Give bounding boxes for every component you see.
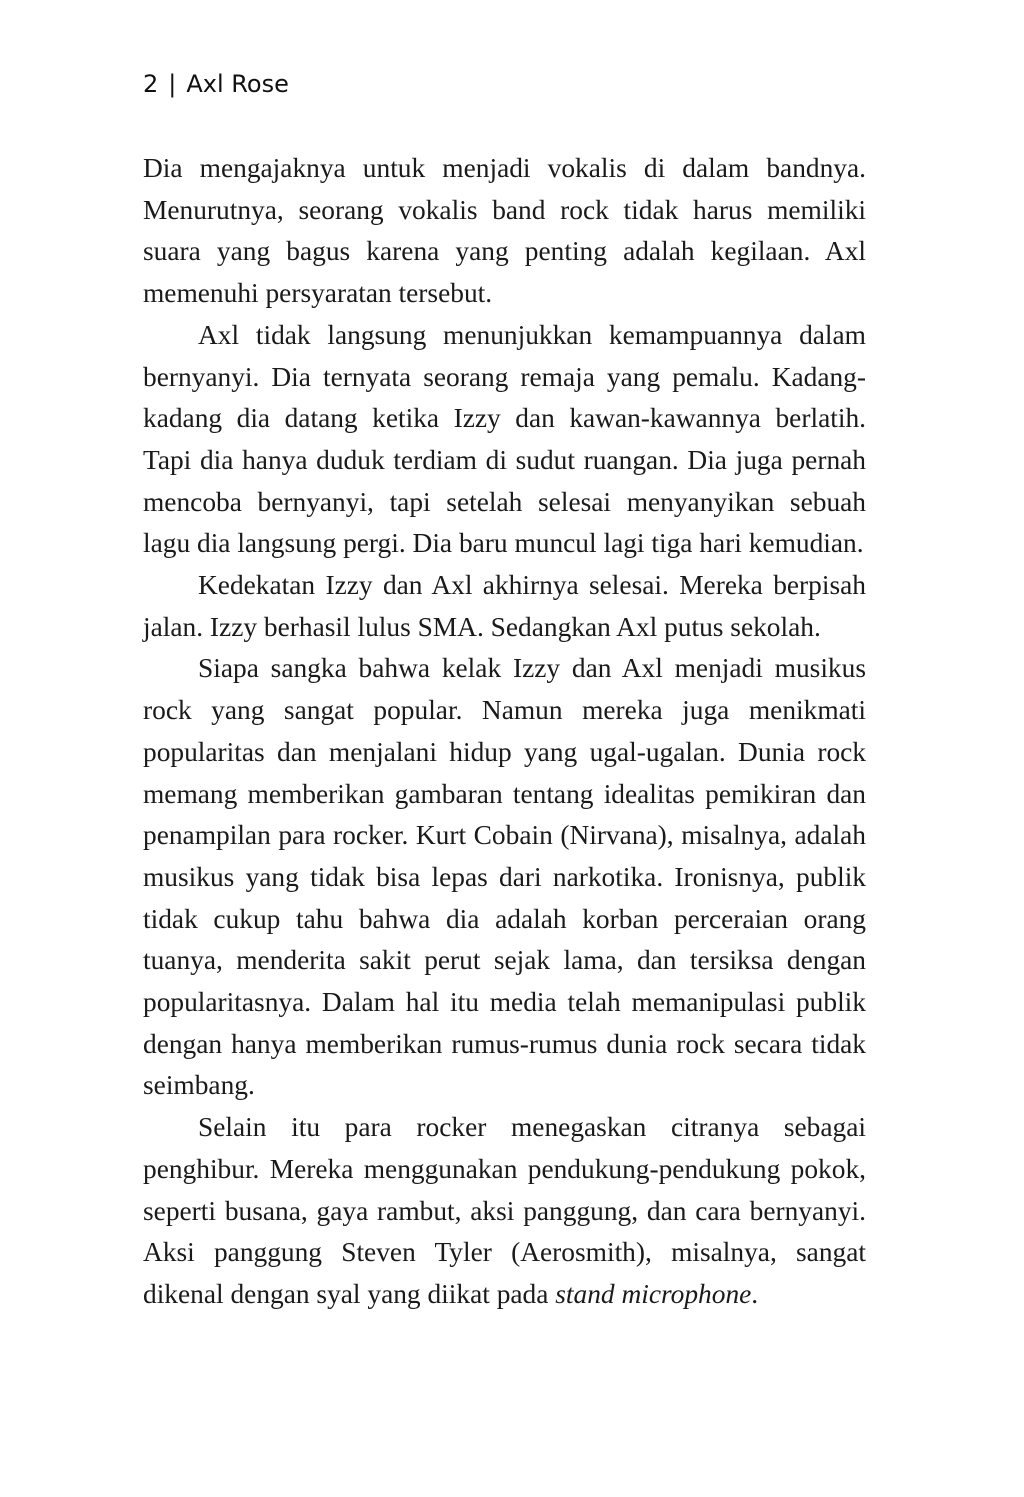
body-text bbox=[143, 148, 866, 1316]
header-separator: | bbox=[168, 70, 177, 98]
paragraph: Dia mengajaknya untuk menjadi vokalis di dalam bandnya. Menurutnya, seorang vokalis band rock tidak harus memiliki suara yang bagus karena yang penting adalah kegilaan. Axl memenuhi persyaratan tersebut. bbox=[143, 153, 866, 309]
paragraph: Kedekatan Izzy dan Axl akhirnya selesai. Mereka berpisah jalan. Izzy berhasil lulus SMA. Sedangkan Axl putus sekolah. bbox=[143, 570, 866, 642]
paragraph-text: Selain itu para rocker menegaskan citranya sebagai penghibur. Mereka menggunakan pendukung-pendukung pokok, seperti busana, gaya rambut, aksi panggung, dan cara bernyanyi. Aksi panggung Steven Tyler (Aerosmith), misalnya, sangat dikenal dengan syal yang diikat pada bbox=[143, 1112, 866, 1309]
running-title: Axl Rose bbox=[186, 70, 289, 98]
page-number: 2 bbox=[143, 70, 159, 98]
paragraph-text-end: . bbox=[751, 1278, 759, 1309]
paragraph: Siapa sangka bahwa kelak Izzy dan Axl menjadi musikus rock yang sangat popular. Namun mereka juga menikmati popularitas dan menjalani hidup yang ugal-ugalan. Dunia rock memang memberikan gambaran tentang idealitas pemikiran dan penampilan para rocker. Kurt Cobain (Nirvana), misalnya, adalah musikus yang tidak bisa lepas dari narkotika. Ironisnya, publik tidak cukup tahu bahwa dia adalah korban perceraian orang tuanya, menderita sakit perut sejak lama, dan tersiksa dengan popularitasnya. Dalam hal itu media telah memanipulasi publik dengan hanya memberikan rumus-rumus dunia rock secara tidak seimbang. bbox=[143, 653, 866, 1101]
paragraph: Axl tidak langsung menunjukkan kemampuannya dalam bernyanyi. Dia ternyata seorang remaja yang pemalu. Kadang-kadang dia datang ketika Izzy dan kawan-kawannya berlatih. Tapi dia hanya duduk terdiam di sudut ruangan. Dia juga pernah mencoba bernyanyi, tapi setelah selesai menyanyikan sebuah lagu dia langsung pergi. Dia baru muncul lagi tiga hari kemudian. bbox=[143, 319, 866, 559]
running-header bbox=[143, 68, 289, 100]
italic-term: stand microphone bbox=[555, 1278, 752, 1309]
paragraph bbox=[143, 1107, 866, 1316]
